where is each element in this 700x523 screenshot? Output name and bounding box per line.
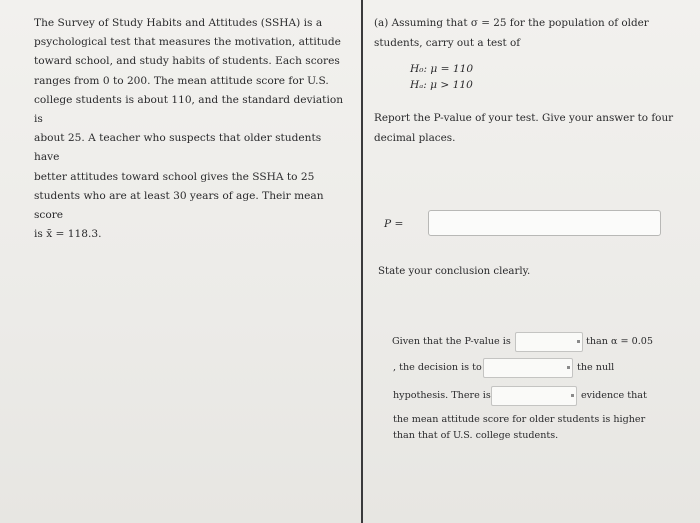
conclusion-tail xyxy=(393,412,673,444)
question-a xyxy=(374,14,674,53)
p-value-row xyxy=(384,210,674,240)
question-a-line: students, carry out a test of xyxy=(374,36,521,49)
report-line: decimal places. xyxy=(374,131,456,144)
problem-line: ranges from 0 to 200. The mean attitude score for U.S. xyxy=(34,74,329,87)
dropdown-caret-icon xyxy=(571,394,574,397)
decision-text: , the decision is to xyxy=(393,362,482,373)
hypotheses xyxy=(410,61,674,93)
dropdown-caret-icon xyxy=(567,366,570,369)
hypothesis-there-is-text: hypothesis. There is xyxy=(393,390,491,401)
conclusion-row-1 xyxy=(392,336,511,347)
the-null-text: the null xyxy=(577,362,615,373)
conclusion-line: than that of U.S. college students. xyxy=(393,430,559,441)
problem-line: students who are at least 30 years of age. Their mean score xyxy=(34,189,324,222)
given-text: Given that the P-value is xyxy=(392,336,511,347)
dropdown-caret-icon xyxy=(577,340,580,343)
problem-statement xyxy=(34,14,344,244)
problem-line: toward school, and study habits of students. Each scores xyxy=(34,55,340,68)
problem-line: college students is about 110, and the standard deviation is xyxy=(34,93,344,126)
evidence-that-text: evidence that xyxy=(581,390,647,401)
problem-line: is x̄ = 118.3. xyxy=(34,228,102,241)
question-a-line: (a) Assuming that σ = 25 for the population of older xyxy=(374,17,649,29)
pvalue-comparison-dropdown[interactable] xyxy=(515,332,583,352)
p-label: P = xyxy=(384,218,404,230)
decision-dropdown[interactable] xyxy=(483,358,573,378)
question-panel xyxy=(374,14,674,441)
column-divider xyxy=(361,0,363,523)
evidence-dropdown[interactable] xyxy=(491,386,577,406)
problem-line: psychological test that measures the motivation, attitude xyxy=(34,36,341,49)
problem-line: better attitudes toward school gives the SSHA to 25 xyxy=(34,170,315,183)
alternative-hypothesis: Hₐ: μ > 110 xyxy=(410,79,473,91)
report-instruction xyxy=(374,109,674,148)
state-conclusion-label: State your conclusion clearly. xyxy=(378,266,531,277)
than-alpha-text: than α = 0.05 xyxy=(586,336,653,347)
p-value-input[interactable] xyxy=(428,210,661,236)
conclusion-line: the mean attitude score for older students is higher xyxy=(393,414,646,425)
null-hypothesis: H₀: μ = 110 xyxy=(410,63,474,75)
problem-line: about 25. A teacher who suspects that older students have xyxy=(34,132,322,164)
problem-line: The Survey of Study Habits and Attitudes (SSHA) is a xyxy=(34,17,323,29)
report-line: Report the P-value of your test. Give your answer to four xyxy=(374,112,674,124)
